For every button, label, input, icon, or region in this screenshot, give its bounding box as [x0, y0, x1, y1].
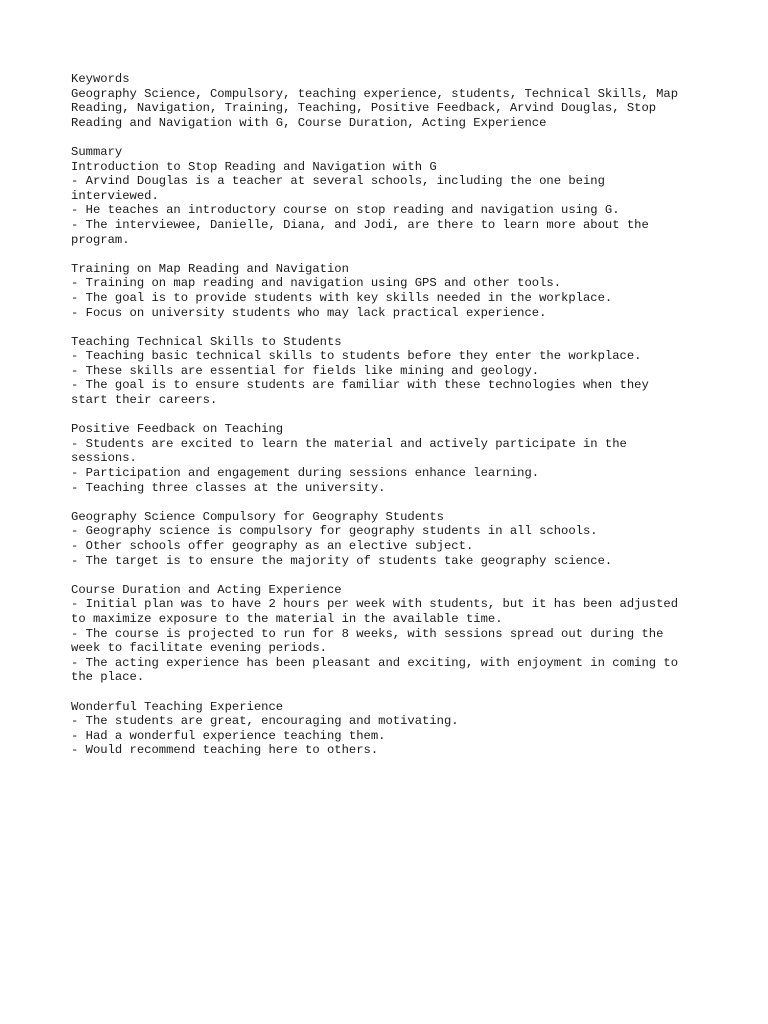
spacer	[71, 495, 711, 510]
bullet-line: - The interviewee, Danielle, Diana, and Jodi, are there to learn more about the	[71, 217, 649, 232]
bullet-line: - Teaching three classes at the university.	[71, 480, 386, 495]
bullet-line: - Arvind Douglas is a teacher at several schools, including the one being	[71, 174, 605, 189]
spacer	[71, 568, 711, 583]
bullet-line: - Had a wonderful experience teaching them.	[71, 728, 386, 743]
bullet-line: program.	[71, 232, 130, 247]
section-title: Training on Map Reading and Navigation	[71, 261, 349, 276]
bullet-line: sessions.	[71, 451, 137, 466]
bullet-line: - Teaching basic technical skills to students before they enter the workplace.	[71, 349, 642, 364]
keywords-line: Reading, Navigation, Training, Teaching, Positive Feedback, Arvind Douglas, Stop	[71, 101, 657, 116]
bullet-line: - These skills are essential for fields like mining and geology.	[71, 363, 540, 378]
section-title: Geography Science Compulsory for Geography Students	[71, 509, 444, 524]
bullet-line: - The goal is to ensure students are familiar with these technologies when they	[71, 378, 649, 393]
bullet-line: the place.	[71, 670, 145, 685]
bullet-line: - The course is projected to run for 8 weeks, with sessions spread out during the	[71, 626, 664, 641]
spacer	[71, 685, 711, 700]
bullet-line: week to facilitate evening periods.	[71, 641, 327, 656]
section-title: Positive Feedback on Teaching	[71, 422, 284, 437]
keywords-line: Reading and Navigation with G, Course Duration, Acting Experience	[71, 115, 547, 130]
spacer	[71, 130, 711, 145]
section-title: Wonderful Teaching Experience	[71, 699, 284, 714]
bullet-line: - Focus on university students who may lack practical experience.	[71, 305, 547, 320]
section-title: Teaching Technical Skills to Students	[71, 334, 342, 349]
bullet-line: - Students are excited to learn the material and actively participate in the	[71, 436, 627, 451]
bullet-line: - Participation and engagement during sessions enhance learning.	[71, 466, 540, 481]
bullet-line: - Other schools offer geography as an elective subject.	[71, 539, 474, 553]
section-title: Course Duration and Acting Experience	[71, 582, 342, 597]
keywords-heading: Keywords	[71, 72, 130, 86]
spacer	[71, 320, 711, 335]
bullet-line: - Training on map reading and navigation using GPS and other tools.	[71, 276, 562, 291]
section-title: Introduction to Stop Reading and Navigation with G	[71, 159, 437, 174]
spacer	[71, 408, 711, 423]
bullet-line: - The goal is to provide students with key skills needed in the workplace.	[71, 290, 613, 305]
bullet-line: - Initial plan was to have 2 hours per week with students, but it has been adjusted	[71, 597, 679, 612]
keywords-line: Geography Science, Compulsory, teaching experience, students, Technical Skills, Map	[71, 86, 679, 101]
summary-heading: Summary	[71, 144, 123, 159]
bullet-line: interviewed.	[71, 188, 159, 203]
bullet-line: - The target is to ensure the majority of students take geography science.	[71, 553, 613, 568]
bullet-line: - The students are great, encouraging and motivating.	[71, 714, 459, 729]
spacer	[71, 247, 711, 262]
bullet-line: - The acting experience has been pleasant and exciting, with enjoyment in coming to	[71, 655, 679, 670]
bullet-line: start their careers.	[71, 393, 218, 408]
bullet-line: - Would recommend teaching here to others.	[71, 743, 379, 758]
document-page	[71, 72, 711, 758]
bullet-line: - He teaches an introductory course on stop reading and navigation using G.	[71, 203, 620, 218]
bullet-line: to maximize exposure to the material in the available time.	[71, 611, 503, 626]
bullet-line: - Geography science is compulsory for geography students in all schools.	[71, 524, 598, 539]
